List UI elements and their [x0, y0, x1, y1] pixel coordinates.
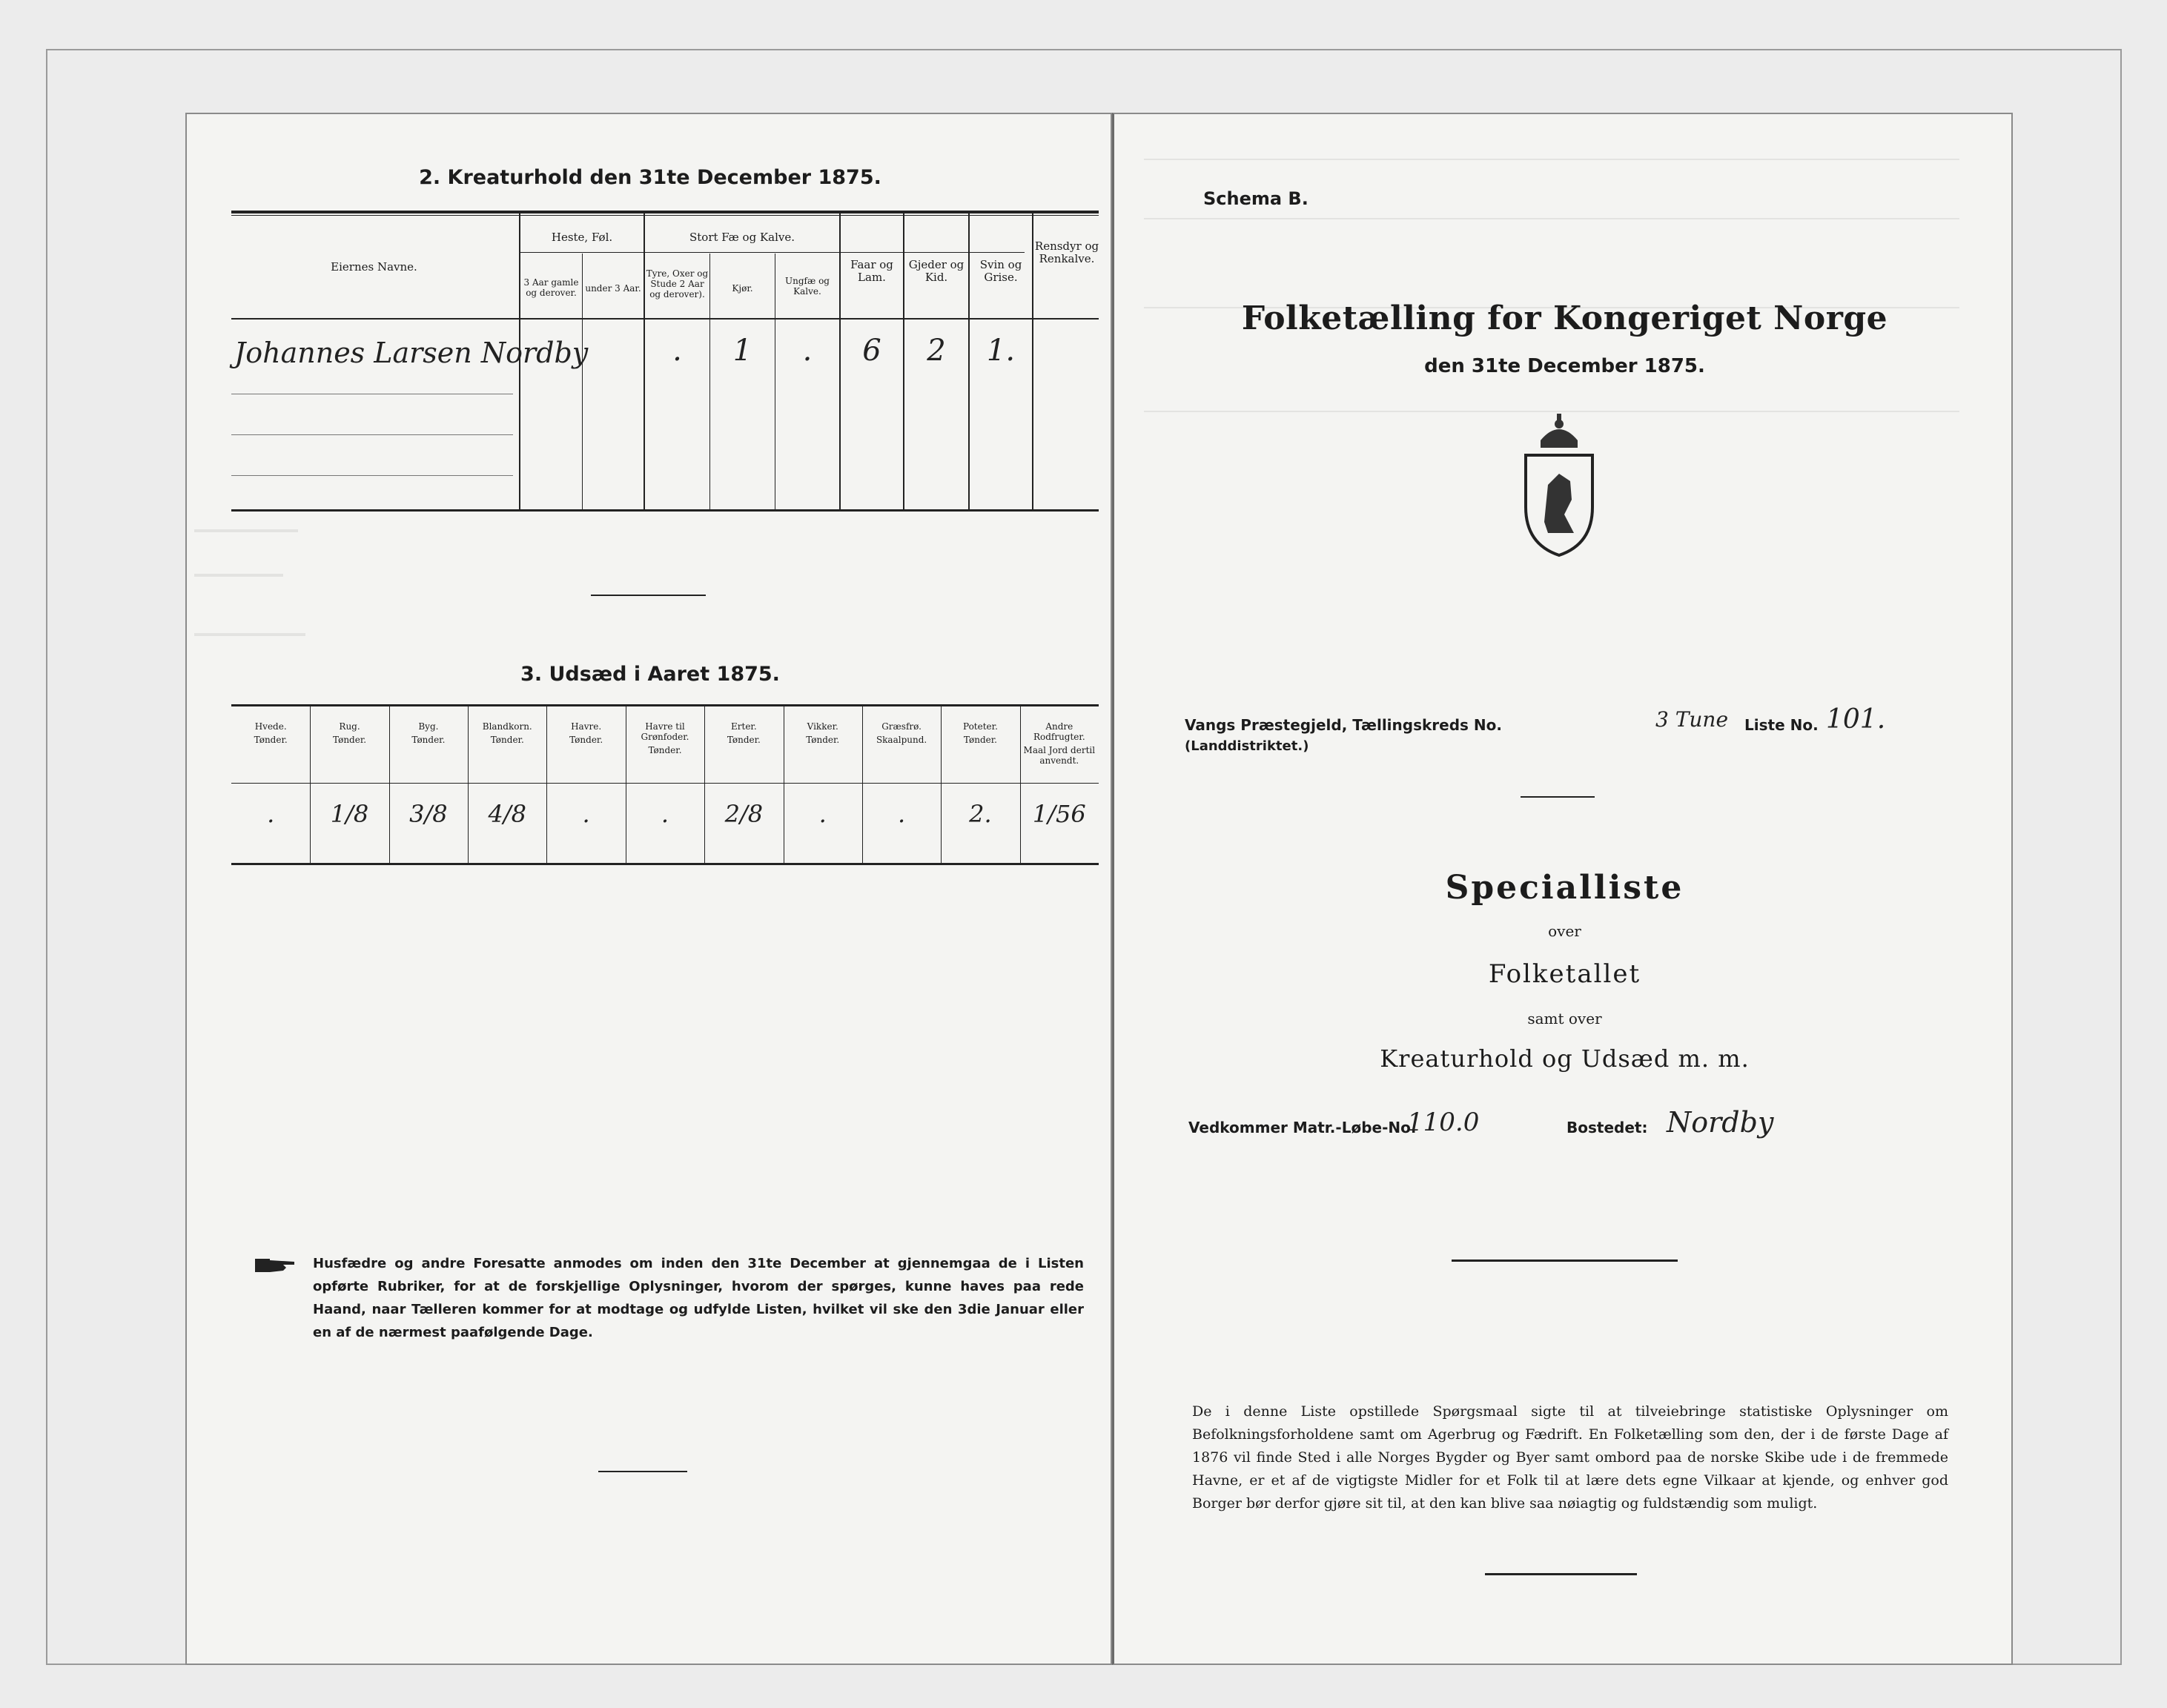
udsaed-col-unit: Maal Jord dertil anvendt.: [1023, 745, 1096, 766]
udsaed-col-unit: Tønder.: [411, 735, 446, 745]
udsaed-value: .: [898, 800, 906, 828]
matr-value: 110.0: [1407, 1108, 1480, 1137]
bleed-through: [1144, 159, 1959, 160]
value-ungfae: .: [802, 334, 813, 368]
udsaed-col-name: Hvede.: [254, 721, 287, 732]
pointing-hand-icon: [254, 1254, 283, 1277]
udsaed-col-name: Vikker.: [807, 721, 838, 732]
udsaed-col-header: [310, 721, 388, 745]
udsaed-col-name: Græsfrø.: [881, 721, 922, 732]
udsaed-col-unit: Tønder.: [569, 735, 603, 745]
notice-text: Husfædre og andre Foresatte anmodes om inden den 31te December at gjennemgaa de i Listen opførte Rubriker, for at de forskjellige Oplysninger, hvorom der spørges, kunne haves paa rede Haand, naar Tælleren kommer for at modtage og udfylde Listen, hvilket vil ske den 3die Januar eller en af de nærmest paafølgende Dage.: [313, 1256, 1084, 1340]
udsaed-col-name: Havre.: [571, 721, 602, 732]
value-faar: 6: [862, 334, 881, 368]
udsaed-col-header: [1020, 721, 1099, 766]
udsaed-col-unit: Tønder.: [806, 735, 840, 745]
specialliste-title: Specialliste: [1445, 869, 1684, 907]
schema-label: Schema B.: [1203, 188, 1309, 209]
udsaed-value: 1/56: [1032, 800, 1086, 828]
col-faar: Faar og Lam.: [850, 258, 893, 284]
udsaed-col-name: Andre Rodfrugter.: [1033, 721, 1085, 742]
matr-label: Vedkommer Matr.-Løbe-No.: [1188, 1119, 1417, 1136]
udsaed-col-unit: Tønder.: [727, 735, 761, 745]
bleed-through: [194, 574, 283, 577]
udsaed-col-header: [231, 721, 310, 745]
col-gjeder: Gjeder og Kid.: [908, 258, 965, 284]
kreds-value: 3 Tune: [1655, 707, 1729, 732]
udsaed-col-header: [468, 721, 546, 745]
divider: [1452, 1260, 1678, 1262]
col-stort-fae: Stort Fæ og Kalve.: [689, 231, 795, 244]
divider: [591, 595, 706, 596]
udsaed-value: 1/8: [330, 800, 369, 828]
udsaed-value: .: [582, 800, 590, 828]
udsaed-value: 2/8: [724, 800, 764, 828]
bleed-through: [1144, 218, 1959, 219]
value-tyre: .: [672, 334, 682, 368]
udsaed-heading: 3. Udsæd i Aaret 1875.: [520, 663, 780, 686]
kreaturhold-title: Kreaturhold og Udsæd m. m.: [1380, 1045, 1750, 1073]
info-text: De i denne Liste opstillede Spørgsmaal sigte til at tilveiebringe statistiske Oplysninger om Befolkningsforholdene samt om Agerbrug og Fædrift. En Folketælling som den, der i de første Dage af 1876 vil finde Sted i alle Norges Bygder og Byer samt ombord paa de norske Skibe ude i de fremmede Havne, er et af de vigtigste Midler for et Folk til at lære dets egne Vilkaar at kjende, og enhver god Borger bør derfor gjøre sit til, at den kan blive saa nøiagtig og fuldstændig som muligt.: [1192, 1403, 1948, 1512]
udsaed-col-unit: Tønder.: [333, 735, 367, 745]
left-page: [185, 113, 1112, 1665]
bosted-value: Nordby: [1667, 1106, 1774, 1139]
kreatur-heading: 2. Kreaturhold den 31te December 1875.: [419, 166, 881, 189]
udsaed-col-header: [389, 721, 468, 745]
divider: [1485, 1573, 1637, 1575]
col-heste-3aar: 3 Aar gamle og derover.: [523, 277, 579, 298]
bleed-through: [194, 633, 305, 636]
udsaed-col-name: Havre til Grønfoder.: [641, 721, 689, 742]
bleed-through: [194, 529, 298, 532]
udsaed-value: .: [818, 800, 827, 828]
udsaed-col-header: [784, 721, 862, 745]
landdistrikt-label: (Landdistriktet.): [1185, 738, 1309, 754]
over-text: over: [1548, 922, 1581, 940]
udsaed-col-unit: Skaalpund.: [876, 735, 927, 745]
udsaed-value: .: [267, 800, 275, 828]
udsaed-value: 4/8: [488, 800, 526, 828]
col-kjor: Kjør.: [732, 283, 753, 294]
owner-name: Johannes Larsen Nordby: [234, 337, 589, 369]
udsaed-value: 3/8: [409, 800, 448, 828]
divider: [1521, 796, 1595, 798]
col-heste-under3: under 3 Aar.: [585, 283, 641, 294]
value-svin: 1.: [986, 334, 1016, 368]
udsaed-col-unit: Tønder.: [963, 735, 997, 745]
udsaed-col-header: [704, 721, 783, 745]
udsaed-col-name: Byg.: [418, 721, 439, 732]
col-rensdyr: Rensdyr og Renkalve.: [1034, 239, 1099, 265]
udsaed-col-unit: Tønder.: [648, 745, 682, 755]
udsaed-col-name: Poteter.: [962, 721, 998, 732]
col-svin: Svin og Grise.: [979, 258, 1022, 284]
liste-label: Liste No.: [1744, 716, 1819, 734]
udsaed-col-header: [626, 721, 704, 755]
udsaed-col-unit: Tønder.: [490, 735, 524, 745]
coat-of-arms: [1518, 411, 1600, 562]
col-ungfae: Ungfæ og Kalve.: [785, 276, 830, 297]
value-gjeder: 2: [927, 334, 946, 368]
col-tyre: Tyre, Oxer og Stude 2 Aar og derover).: [646, 268, 709, 299]
value-kjor: 1: [732, 334, 752, 368]
col-heste: Heste, Føl.: [551, 231, 613, 244]
udsaed-col-name: Rug.: [339, 721, 360, 732]
udsaed-col-name: Erter.: [731, 721, 757, 732]
udsaed-col-unit: Tønder.: [254, 735, 288, 745]
main-date: den 31te December 1875.: [1424, 355, 1705, 377]
udsaed-col-header: [862, 721, 941, 745]
liste-value: 101.: [1826, 704, 1886, 735]
udsaed-value: 2.: [969, 800, 992, 828]
col-eiernes-navne: Eiernes Navne.: [331, 260, 417, 274]
samt-over-text: samt over: [1527, 1010, 1602, 1027]
right-page: [1112, 113, 2013, 1665]
udsaed-col-name: Blandkorn.: [482, 721, 532, 732]
divider: [598, 1471, 687, 1472]
main-title: Folketælling for Kongeriget Norge: [1241, 299, 1888, 337]
udsaed-col-header: [546, 721, 625, 745]
bosted-label: Bostedet:: [1566, 1119, 1648, 1136]
prestegjeld-label: Vangs Præstegjeld, Tællingskreds No.: [1185, 716, 1502, 734]
udsaed-value: .: [661, 800, 669, 828]
folketallet-title: Folketallet: [1488, 959, 1641, 989]
udsaed-col-header: [941, 721, 1019, 745]
